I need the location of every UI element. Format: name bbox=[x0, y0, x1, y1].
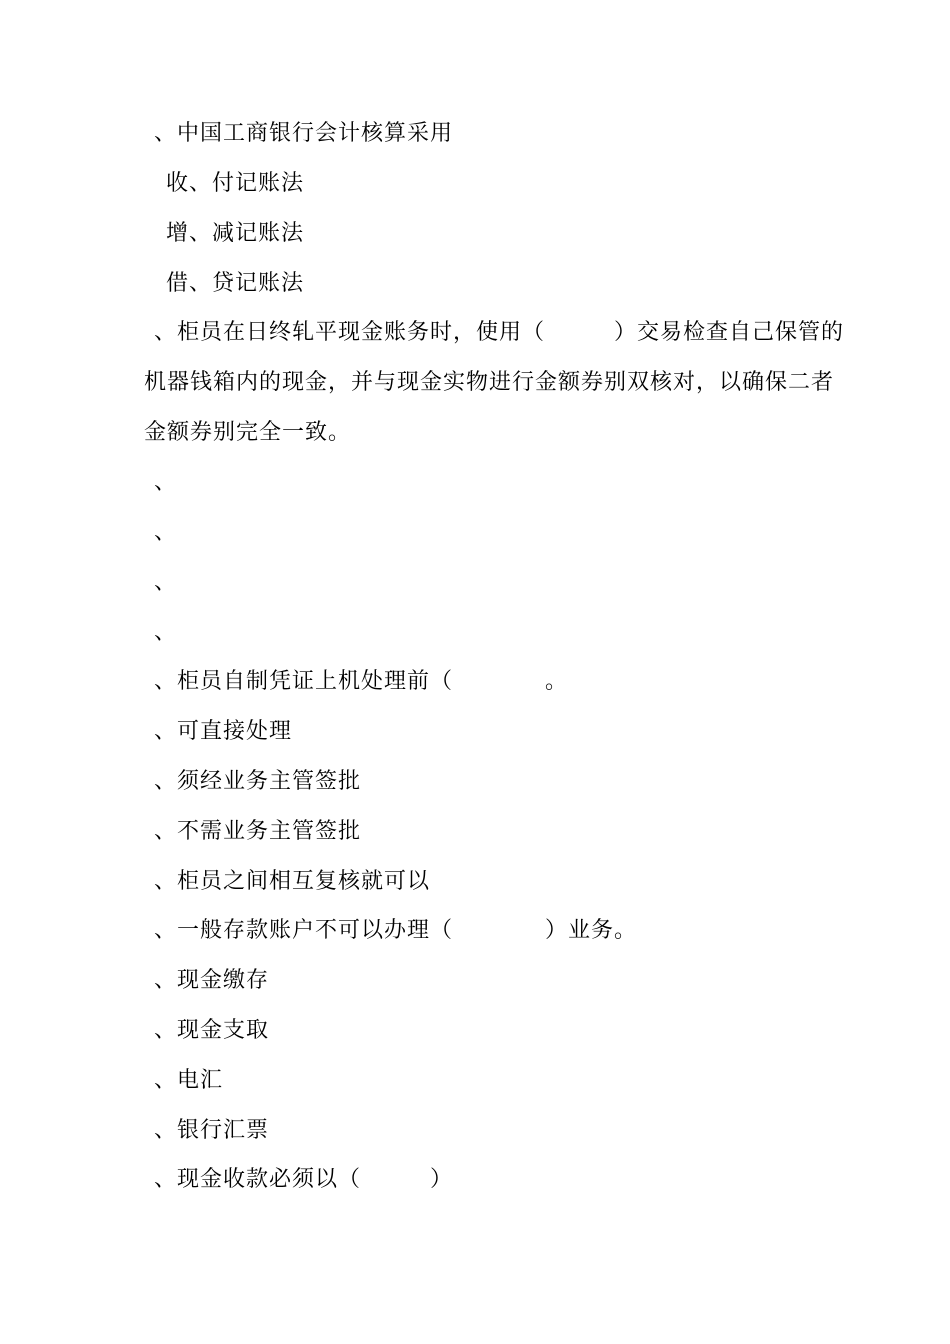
question-4-option-a: 、现金缴存 bbox=[154, 968, 270, 993]
question-1-stem: 、中国工商银行会计核算采用 bbox=[154, 121, 454, 146]
question-3-stem: 、柜员自制凭证上机处理前（ 。 bbox=[154, 669, 569, 694]
question-1-option-a: 收、付记账法 bbox=[166, 171, 305, 196]
question-1-option-c: 借、贷记账法 bbox=[166, 271, 305, 296]
question-2-option-b: 、 bbox=[154, 520, 178, 545]
question-2-option-d: 、 bbox=[154, 620, 178, 645]
question-3-option-b: 、须经业务主管签批 bbox=[154, 769, 362, 794]
question-2-option-a: 、 bbox=[154, 470, 178, 495]
question-2-stem-line-3: 金额券别完全一致。 bbox=[144, 420, 352, 445]
question-1-option-b: 增、减记账法 bbox=[166, 221, 305, 246]
question-4-option-b: 、现金支取 bbox=[154, 1018, 270, 1043]
question-3-option-d: 、柜员之间相互复核就可以 bbox=[154, 869, 431, 894]
question-2-stem-line-2: 机器钱箱内的现金，并与现金实物进行金额券别双核对，以确保二者 bbox=[144, 370, 835, 395]
question-4-option-c: 、电汇 bbox=[154, 1068, 224, 1093]
question-4-stem: 、一般存款账户不可以办理（ ）业务。 bbox=[154, 918, 638, 943]
question-2-stem-line-1: 、柜员在日终轧平现金账务时，使用（ ）交易检查自己保管的 bbox=[154, 320, 845, 345]
question-5-stem: 、现金收款必须以（ ） bbox=[154, 1167, 454, 1192]
question-4-option-d: 、银行汇票 bbox=[154, 1118, 270, 1143]
question-3-option-c: 、不需业务主管签批 bbox=[154, 819, 362, 844]
question-2-option-c: 、 bbox=[154, 570, 178, 595]
question-3-option-a: 、可直接处理 bbox=[154, 719, 293, 744]
